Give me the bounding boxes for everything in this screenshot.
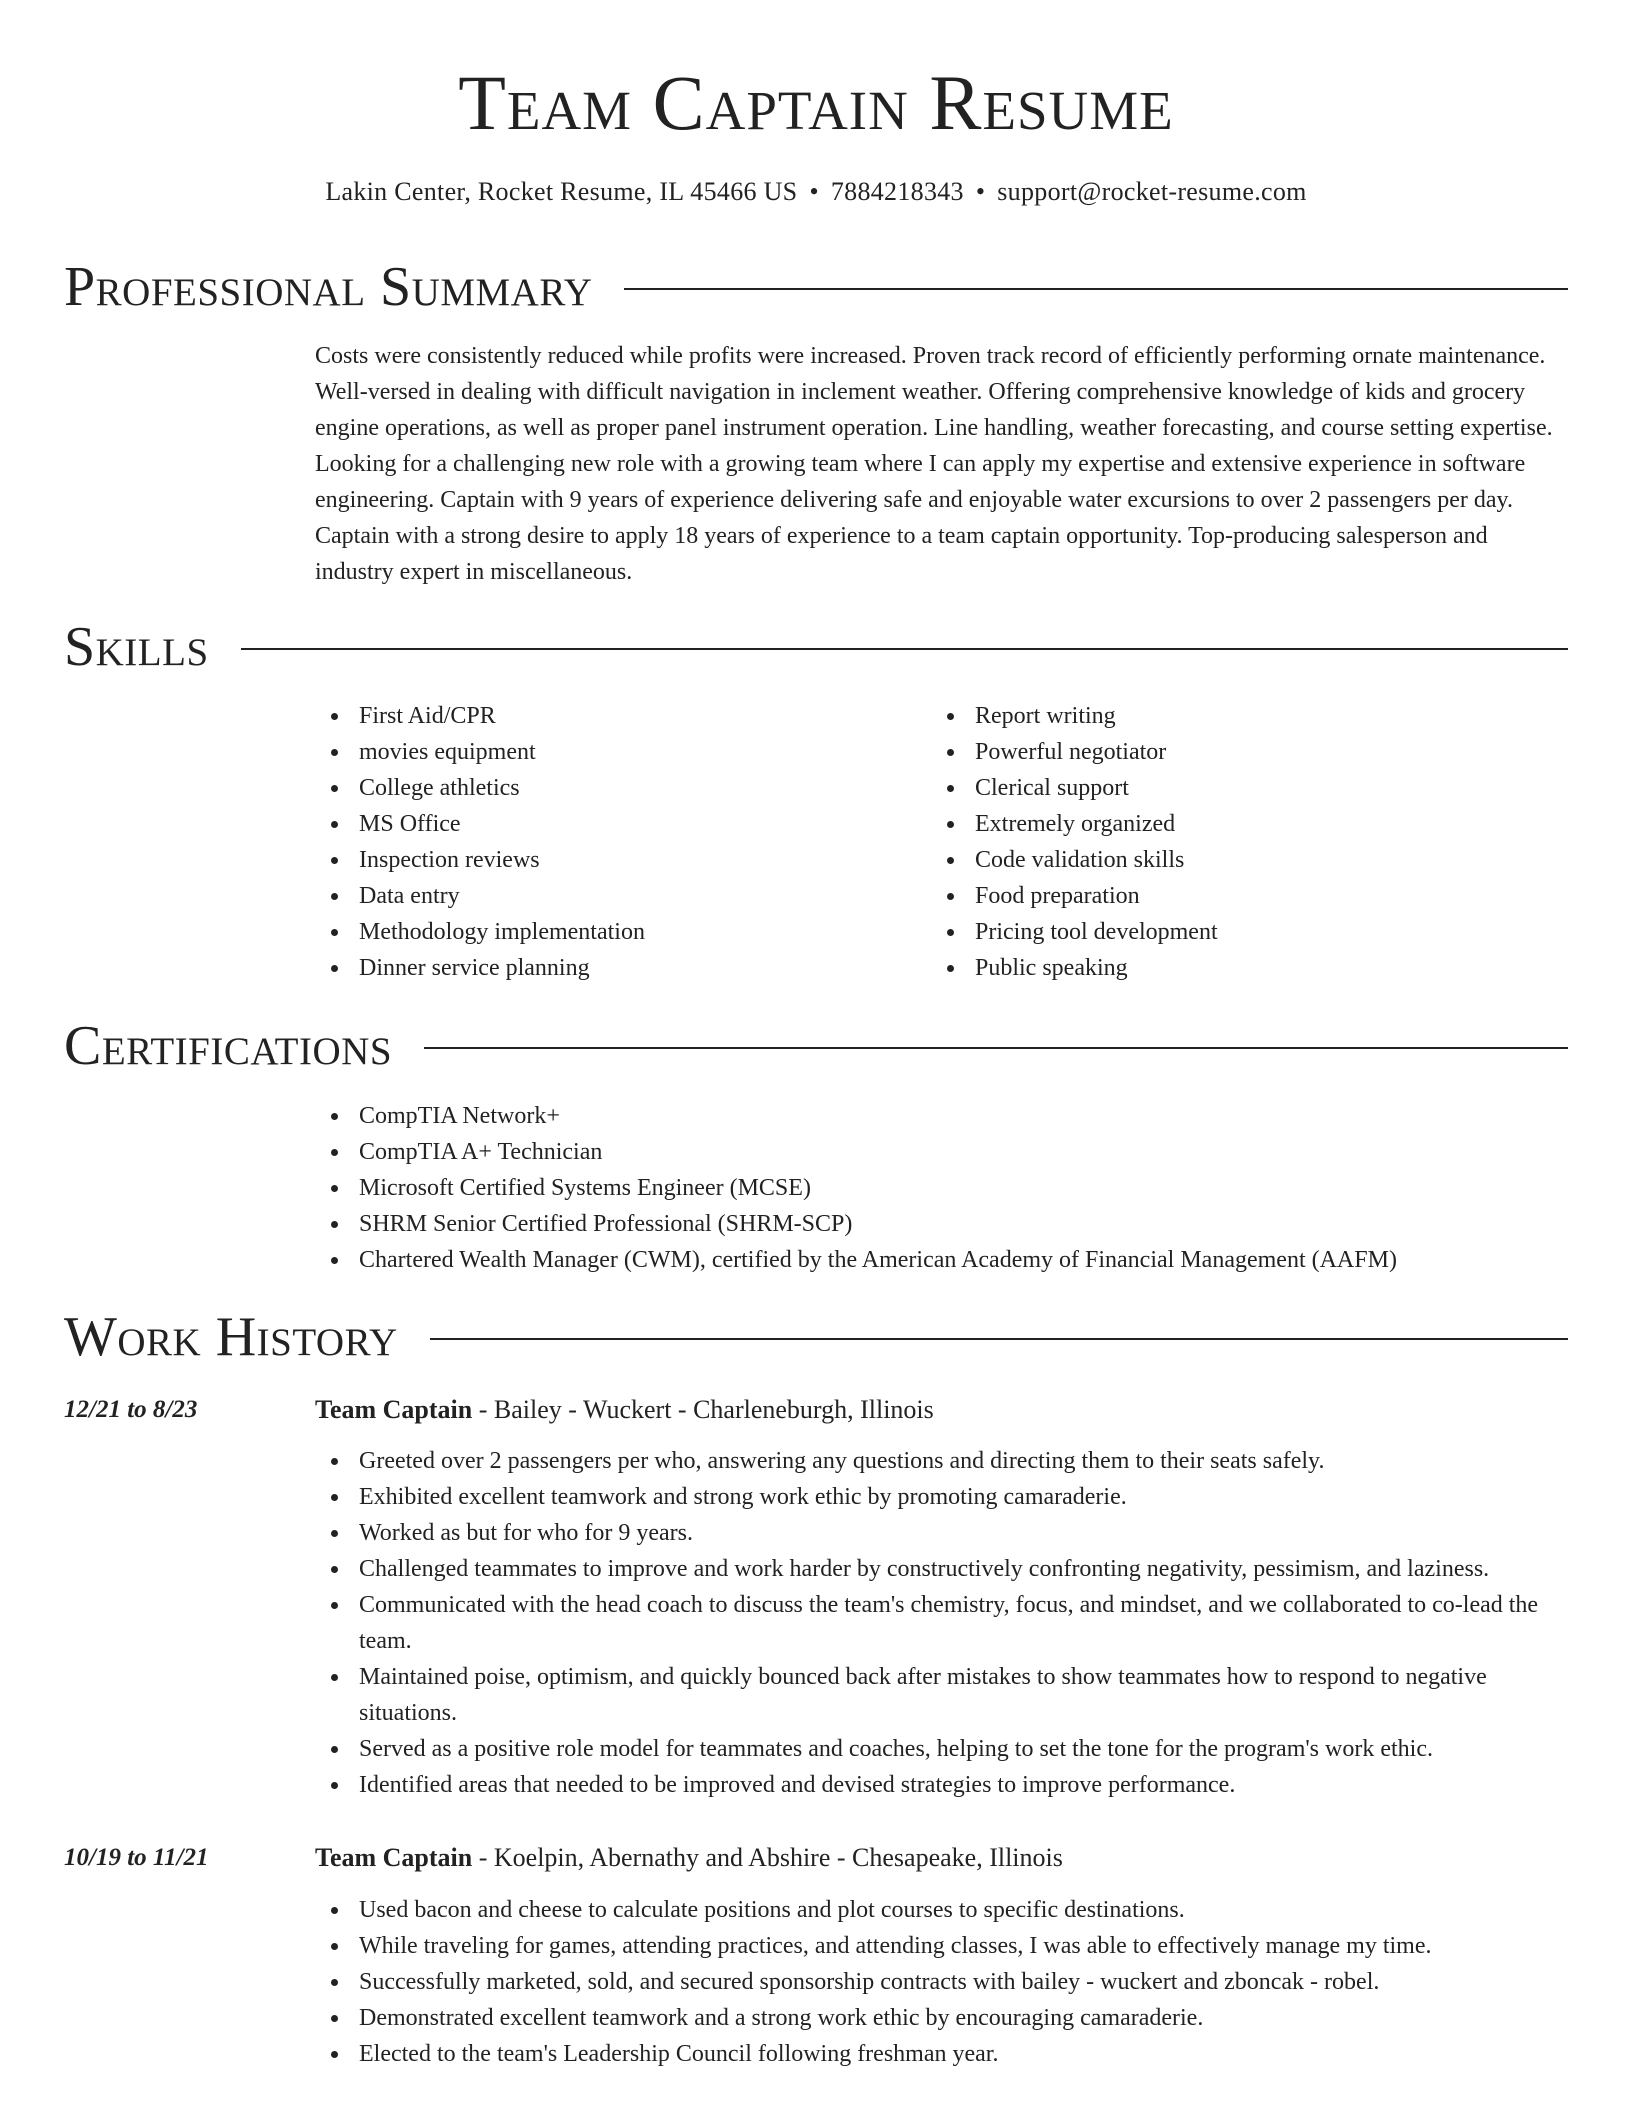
skills-section-heading (64, 617, 1568, 677)
certification-item: SHRM Senior Certified Professional (SHRM-SCP) (315, 1206, 1565, 1242)
skill-item: Data entry (315, 878, 915, 914)
skill-item: Pricing tool development (931, 914, 1531, 950)
section-divider (424, 1047, 1568, 1049)
job-bullet: Greeted over 2 passengers per who, answering any questions and directing them to their seats safely. (315, 1443, 1565, 1479)
job-bullet: Identified areas that needed to be improved and devised strategies to improve performance. (315, 1767, 1565, 1803)
certification-item: CompTIA Network+ (315, 1098, 1565, 1134)
certification-item: Microsoft Certified Systems Engineer (MCSE) (315, 1170, 1565, 1206)
contact-line (0, 174, 1632, 210)
job-bullet: Successfully marketed, sold, and secured sponsorship contracts with bailey - wuckert and zboncak - robel. (315, 1964, 1565, 2000)
section-divider (241, 648, 1568, 650)
resume-title: Team Captain Resume (458, 59, 1174, 146)
summary-text: Costs were consistently reduced while profits were increased. Proven track record of efficiently performing ornate maintenance. Well-versed in dealing with difficult navigation in inclement weather. Offering comprehensive knowledge of kids and grocery engine operations, as well as proper panel instrument operation. Line handling, weather forecasting, and course setting expertise. Looking for a challenging new role with a growing team where I can apply my expertise and extensive experience in software engineering. Captain with 9 years of experience delivering safe and enjoyable water excursions to over 2 passengers per day. Captain with a strong desire to apply 18 years of experience to a team captain opportunity. Top-producing salesperson and industry expert in miscellaneous. (315, 343, 1553, 585)
job-responsibilities (315, 1892, 1565, 2072)
contact-separator: • (809, 177, 819, 206)
section-title: Skills (64, 616, 209, 678)
job-heading (315, 1840, 1565, 1876)
skill-item: Dinner service planning (315, 950, 915, 986)
job-heading (315, 1392, 1565, 1428)
job-dates: 10/19 to 11/21 (64, 1844, 209, 1871)
job-bullet: Worked as but for who for 9 years. (315, 1515, 1565, 1551)
skills-list-right (931, 698, 1531, 986)
skills-column-left (315, 698, 915, 986)
skill-item: Report writing (931, 698, 1531, 734)
section-title: Certifications (64, 1015, 393, 1077)
skill-item: Extremely organized (931, 806, 1531, 842)
job-employer: - Bailey - Wuckert - Charleneburgh, Illinois (472, 1395, 934, 1424)
job-employer: - Koelpin, Abernathy and Abshire - Chesapeake, Illinois (472, 1843, 1063, 1872)
summary-section-heading (64, 257, 1568, 317)
job-bullet: Used bacon and cheese to calculate positions and plot courses to specific destinations. (315, 1892, 1565, 1928)
job-bullet: Challenged teammates to improve and work harder by constructively confronting negativity, pessimism, and laziness. (315, 1551, 1565, 1587)
job-title: Team Captain (315, 1843, 473, 1872)
skill-item: Clerical support (931, 770, 1531, 806)
job-bullet: Communicated with the head coach to discuss the team's chemistry, focus, and mindset, and we collaborated to co-lead the team. (315, 1587, 1565, 1659)
job-responsibilities (315, 1443, 1565, 1803)
skill-item: MS Office (315, 806, 915, 842)
certifications-list (315, 1098, 1565, 1278)
skill-item: Powerful negotiator (931, 734, 1531, 770)
section-title: Professional Summary (64, 256, 593, 318)
skill-item: Code validation skills (931, 842, 1531, 878)
skill-item: Public speaking (931, 950, 1531, 986)
certification-item: CompTIA A+ Technician (315, 1134, 1565, 1170)
skill-item: College athletics (315, 770, 915, 806)
job-bullet: Served as a positive role model for teammates and coaches, helping to set the tone for the program's work ethic. (315, 1731, 1565, 1767)
certifications-section-heading (64, 1016, 1568, 1076)
section-divider (624, 288, 1568, 290)
job-bullet: Demonstrated excellent teamwork and a strong work ethic by encouraging camaraderie. (315, 2000, 1565, 2036)
contact-email: support@rocket-resume.com (997, 177, 1307, 206)
job-bullet: Elected to the team's Leadership Council following freshman year. (315, 2036, 1565, 2072)
skill-item: movies equipment (315, 734, 915, 770)
skills-column-right (931, 698, 1531, 986)
job-title: Team Captain (315, 1395, 473, 1424)
certifications-block (315, 1098, 1565, 1278)
skill-item: First Aid/CPR (315, 698, 915, 734)
contact-phone: 7884218343 (830, 177, 964, 206)
skill-item: Food preparation (931, 878, 1531, 914)
section-title: Work History (64, 1306, 398, 1368)
skill-item: Inspection reviews (315, 842, 915, 878)
certification-item: Chartered Wealth Manager (CWM), certified by the American Academy of Financial Management (AAFM) (315, 1242, 1565, 1278)
job-bullet: Maintained poise, optimism, and quickly bounced back after mistakes to show teammates how to respond to negative situations. (315, 1659, 1565, 1731)
job-bullet-list (315, 1443, 1565, 1803)
contact-separator: • (975, 177, 986, 206)
job-bullet: Exhibited excellent teamwork and strong work ethic by promoting camaraderie. (315, 1479, 1565, 1515)
job-bullet-list (315, 1892, 1565, 2072)
skills-list-left (315, 698, 915, 986)
section-divider (430, 1338, 1568, 1340)
work-history-section-heading (64, 1307, 1568, 1367)
contact-address: Lakin Center, Rocket Resume, IL 45466 US (325, 177, 798, 206)
skill-item: Methodology implementation (315, 914, 915, 950)
job-bullet: While traveling for games, attending practices, and attending classes, I was able to effectively manage my time. (315, 1928, 1565, 1964)
job-dates: 12/21 to 8/23 (64, 1396, 198, 1423)
